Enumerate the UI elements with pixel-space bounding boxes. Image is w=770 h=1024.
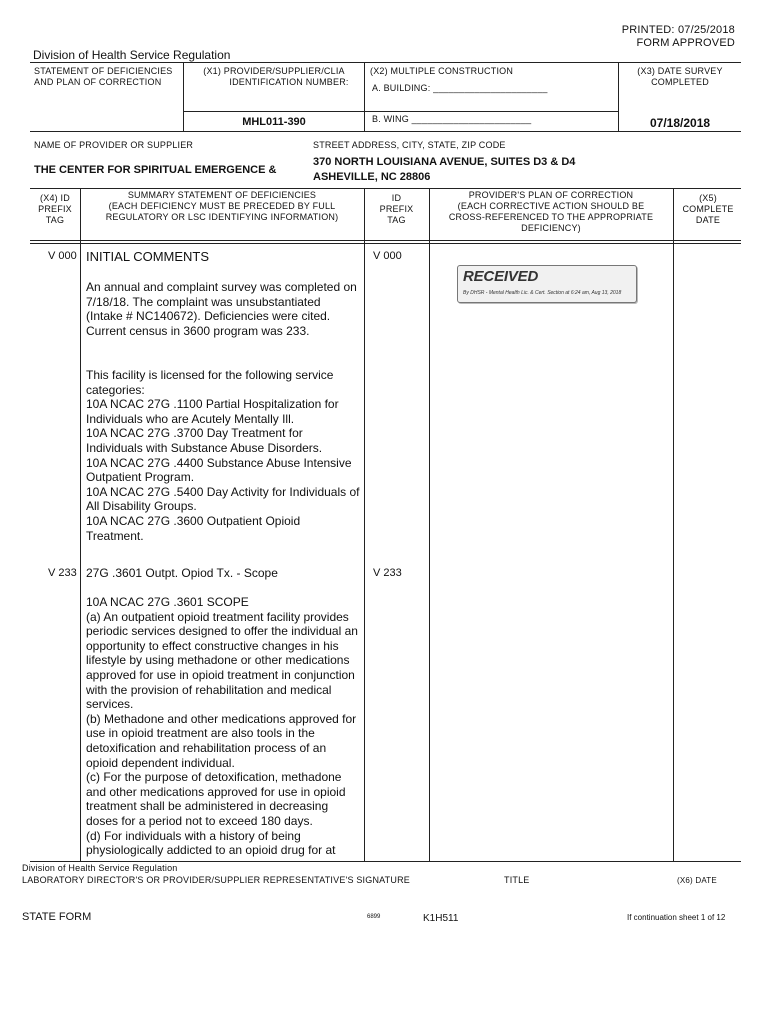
received-stamp [457,265,637,303]
address-label: STREET ADDRESS, CITY, STATE, ZIP CODE [313,140,506,150]
stamp-title: RECEIVED [463,268,539,285]
address-line-1: 370 NORTH LOUISIANA AVENUE, SUITES D3 & D4 [313,156,576,168]
signature-label: LABORATORY DIRECTOR'S OR PROVIDER/SUPPLIER REPRESENTATIVE'S SIGNATURE [22,875,410,885]
entry-paragraph: This facility is licensed for the following service categories: 10A NCAC 27G .1100 Partial Hospitalization for Individuals who are Acutely Mentally Ill. 10A NCAC 27G .3700 Day Treatment for Individuals with Substance Abuse Disorders. 10A NCAC 27G .4400 Substance Abuse Intensive Outpatient Program. 10A NCAC 27G .5400 Day Activity for Individuals of All Disability Groups. 10A NCAC 27G .3600 Outpatient Opioid Treatment. [86,368,360,543]
state-form-label: STATE FORM [22,911,92,923]
x4-header: (X4) ID PREFIX TAG [38,193,72,225]
provider-id: MHL011-390 [242,116,306,128]
entry-paragraph: 10A NCAC 27G .3601 SCOPE (a) An outpatient opioid treatment facility provides periodic services designed to offer the individual an opportunity to effect constructive changes in his lifestyle by using methadone or other medications approved for use in opioid treatment in conjunction with the provision of rehabilitation and medical services. (b) Methadone and other medications approved for use in opioid treatment are also tools in the detoxification and rehabilitation process of an opioid dependent individual. (c) For the purpose of detoxification, methadone and other medications approved for use in opioid treatment shall be administered in decreasing doses for a period not to exceed 180 days. (d) For individuals with a history of being physiologically addicted to an opioid drug for at [86,595,358,858]
x1-label: (X1) PROVIDER/SUPPLIER/CLIA IDENTIFICATION NUMBER: [203,66,349,87]
form-approved: FORM APPROVED [636,37,735,49]
provider-name-label: NAME OF PROVIDER OR SUPPLIER [34,140,194,150]
plan-header: PROVIDER'S PLAN OF CORRECTION (EACH CORRECTIVE ACTION SHOULD BE CROSS-REFERENCED TO THE APPROPRIATE DEFICIENCY) [448,190,654,233]
prefix-tag: V 233 [48,567,77,579]
prefix-tag: V 000 [48,250,77,262]
event-id: K1H511 [423,913,459,924]
form-code: 6899 [367,914,381,920]
address-line-2: ASHEVILLE, NC 28806 [313,171,431,183]
stamp-subtitle: By DHSR - Mental Health Lic. & Cert. Section at 6:24 am, Aug 13, 2018 [463,290,622,296]
provider-name: THE CENTER FOR SPIRITUAL EMERGENCE & [34,164,277,176]
wing-field: B. WING _______________________ [372,114,532,124]
entry-title: 27G .3601 Outpt. Opiod Tx. - Scope [86,566,278,580]
x5-header: (X5) COMPLETE DATE [682,193,734,225]
x2-label: (X2) MULTIPLE CONSTRUCTION [370,66,514,76]
summary-header: SUMMARY STATEMENT OF DEFICIENCIES (EACH DEFICIENCY MUST BE PRECEDED BY FULL REGULATORY OR LSC IDENTIFYING INFORMATION) [105,190,339,222]
survey-date: 07/18/2018 [650,116,711,130]
building-field: A. BUILDING: ______________________ [372,83,548,93]
entry-paragraph: An annual and complaint survey was completed on 7/18/18. The complaint was unsubstantiated (Intake # NC140672). Deficiencies were cited. Current census in 3600 program was 233. [86,280,357,338]
footer-agency: Division of Health Service Regulation [22,863,178,873]
id-tag: V 233 [373,567,402,579]
id-header: ID PREFIX TAG [379,193,414,225]
continuation-sheet: If continuation sheet 1 of 12 [627,913,726,922]
id-tag: V 000 [373,250,402,262]
entry-title: INITIAL COMMENTS [86,249,210,264]
statement-label: STATEMENT OF DEFICIENCIES AND PLAN OF CORRECTION [34,66,173,87]
printed-date: PRINTED: 07/25/2018 [621,24,735,36]
title-label: TITLE [504,875,530,885]
date-label: (X6) DATE [677,876,717,885]
x3-label: (X3) DATE SURVEY COMPLETED [637,66,723,87]
agency-title: Division of Health Service Regulation [33,48,231,62]
